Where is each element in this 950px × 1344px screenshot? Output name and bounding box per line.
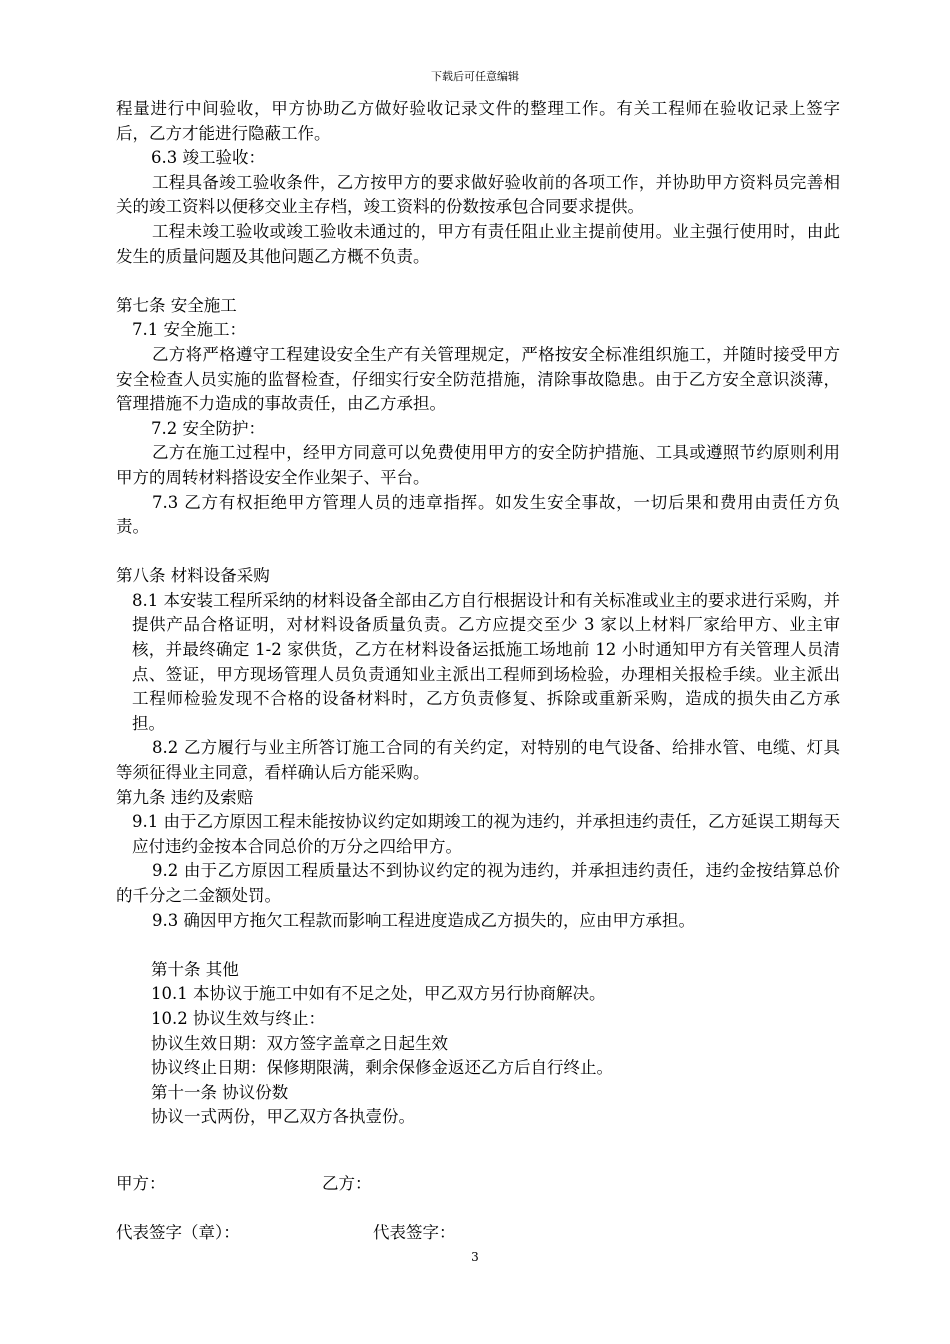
paragraph: 8.2 乙方履行与业主所答订施工合同的有关约定，对特别的电气设备、给排水管、电缆、灯具等须征得业主同意，看样确认后方能采购。	[116, 738, 840, 783]
blank-line	[116, 269, 840, 294]
paragraph: 7.1 安全施工：	[132, 320, 246, 340]
paragraph: 协议生效日期：双方签字盖章之日起生效	[151, 1033, 448, 1053]
party-b-label: 乙方：	[322, 1174, 372, 1193]
paragraph: 乙方在施工过程中，经甲方同意可以免费使用甲方的安全防护措施、工具或遵照节约原则利用甲方的周转材料搭设安全作业架子、平台。	[116, 443, 840, 487]
rep-b-label: 代表签字：	[373, 1223, 456, 1242]
paragraph: 9.3 确因甲方拖欠工程款而影响工程进度造成乙方损失的，应由甲方承担。	[152, 910, 695, 930]
paragraph: 10.2 协议生效与终止：	[151, 1008, 325, 1028]
paragraph: 第十一条 协议份数	[151, 1082, 289, 1102]
rep-a-label: 代表签字（章）：	[116, 1223, 240, 1242]
paragraph: 第十条 其他	[151, 959, 239, 979]
paragraph: 7.3 乙方有权拒绝甲方管理人员的违章指挥。如发生安全事故，一切后果和费用由责任方负责。	[116, 492, 840, 537]
paragraph: 10.1 本协议于施工中如有不足之处，甲乙双方另行协商解决。	[151, 984, 606, 1004]
paragraph: 协议一式两份，甲乙双方各执壹份。	[151, 1107, 415, 1127]
paragraph: 程量进行中间验收，甲方协助乙方做好验收记录文件的整理工作。有关工程师在验收记录上签字后，乙方才能进行隐蔽工作。	[116, 99, 840, 143]
document-body	[116, 97, 840, 1130]
paragraph: 8.1 本安装工程所采纳的材料设备全部由乙方自行根据设计和有关标准或业主的要求进行采购，并提供产品合格证明，对材料设备质量负责。乙方应提交至少 3 家以上材料厂家给甲方、业主审核，并最终确定 1-2 家供货，乙方在材料设备运抵施工场地前 12 小时通知甲方有关管理人员清点、签证，甲方现场管理人员负责通知业主派出工程师到场检验，办理相关报检手续。业主派出工程师检验发现不合格的设备材料时，乙方负责修复、拆除或重新采购，造成的损失由乙方承担。	[132, 590, 840, 733]
blank-line	[116, 933, 840, 958]
blank-line	[116, 540, 840, 565]
paragraph: 9.2 由于乙方原因工程质量达不到协议约定的视为违约，并承担违约责任，违约金按结算总价的千分之二金额处罚。	[116, 861, 840, 905]
paragraph: 第八条 材料设备采购	[116, 566, 270, 586]
paragraph: 工程具备竣工验收条件，乙方按甲方的要求做好验收前的各项工作，并协助甲方资料员完善相关的竣工资料以便移交业主存档，竣工资料的份数按承包合同要求提供。	[116, 172, 840, 217]
paragraph: 协议终止日期：保修期限满，剩余保修金返还乙方后自行终止。	[151, 1058, 613, 1078]
paragraph: 第九条 违约及索赔	[116, 787, 254, 807]
paragraph: 第七条 安全施工	[116, 295, 237, 315]
party-a-label: 甲方：	[116, 1174, 166, 1193]
paragraph: 9.1 由于乙方原因工程未能按协议约定如期竣工的视为违约，并承担违约责任，乙方延误工期每天应付违约金按本合同总价的万分之四给甲方。	[132, 812, 840, 856]
paragraph: 7.2 安全防护：	[151, 418, 265, 438]
page-header: 下载后可任意编辑	[431, 70, 519, 83]
paragraph: 6.3 竣工验收：	[151, 148, 265, 168]
paragraph: 乙方将严格遵守工程建设安全生产有关管理规定，严格按安全标准组织施工，并随时接受甲方安全检查人员实施的监督检查，仔细实行安全防范措施，清除事故隐患。由于乙方安全意识淡薄，管理措施不力造成的事故责任，由乙方承担。	[116, 344, 840, 414]
paragraph: 工程未竣工验收或竣工验收未通过的，甲方有责任阻止业主提前使用。业主强行使用时，由此发生的质量问题及其他问题乙方概不负责。	[116, 221, 840, 266]
page-number: 3	[471, 1250, 479, 1264]
